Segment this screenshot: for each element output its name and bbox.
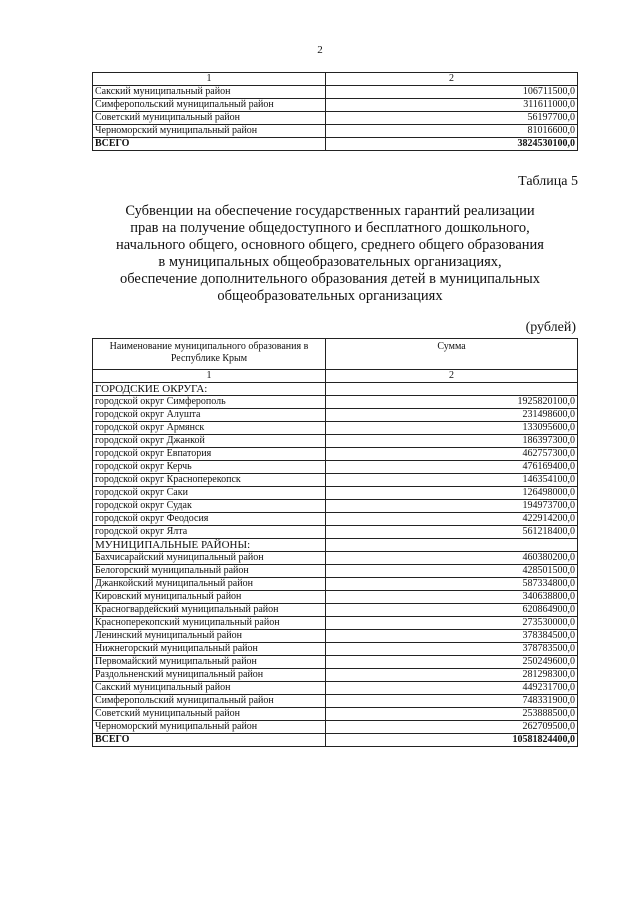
row-amount: 462757300,0	[326, 448, 578, 461]
table-row	[93, 565, 578, 578]
table-row	[93, 656, 578, 669]
row-amount: 186397300,0	[326, 435, 578, 448]
row-amount: 3824530100,0	[326, 138, 578, 151]
table-title	[80, 203, 580, 305]
row-amount: 146354100,0	[326, 474, 578, 487]
column-number: 2	[326, 370, 578, 383]
title-line: прав на получение общедоступного и бесплатного дошкольного,	[130, 220, 530, 236]
subventions-table	[92, 338, 578, 747]
table-row	[93, 112, 578, 125]
row-amount: 253888500,0	[326, 708, 578, 721]
row-amount: 1925820100,0	[326, 396, 578, 409]
row-amount: 273530000,0	[326, 617, 578, 630]
row-name: городской округ Феодосия	[93, 513, 326, 526]
title-line: общеобразовательных организациях	[217, 288, 443, 304]
table-row	[93, 643, 578, 656]
row-name: Сакский муниципальный район	[93, 86, 326, 99]
row-name: Бахчисарайский муниципальный район	[93, 552, 326, 565]
row-name: Советский муниципальный район	[93, 708, 326, 721]
row-name: Ленинский муниципальный район	[93, 630, 326, 643]
table-row	[93, 513, 578, 526]
row-name: Красноперекопский муниципальный район	[93, 617, 326, 630]
row-name: городской округ Джанкой	[93, 435, 326, 448]
row-name: городской округ Армянск	[93, 422, 326, 435]
section-label: МУНИЦИПАЛЬНЫЕ РАЙОНЫ:	[93, 539, 326, 552]
row-amount: 476169400,0	[326, 461, 578, 474]
column-number: 1	[93, 73, 326, 86]
section-empty-cell	[326, 383, 578, 396]
table-row	[93, 500, 578, 513]
row-name: городской округ Красноперекопск	[93, 474, 326, 487]
row-name: Советский муниципальный район	[93, 112, 326, 125]
table-row	[93, 125, 578, 138]
table-row	[93, 99, 578, 112]
row-amount: 620864900,0	[326, 604, 578, 617]
row-amount: 422914200,0	[326, 513, 578, 526]
table-row	[93, 435, 578, 448]
row-amount: 561218400,0	[326, 526, 578, 539]
row-name: Джанкойский муниципальный район	[93, 578, 326, 591]
row-name: Белогорский муниципальный район	[93, 565, 326, 578]
row-name: городской округ Ялта	[93, 526, 326, 539]
row-amount: 231498600,0	[326, 409, 578, 422]
row-amount: 106711500,0	[326, 86, 578, 99]
row-name: ВСЕГО	[93, 138, 326, 151]
row-name: Кировский муниципальный район	[93, 591, 326, 604]
row-amount: 81016600,0	[326, 125, 578, 138]
row-amount: 281298300,0	[326, 669, 578, 682]
row-name: Красногвардейский муниципальный район	[93, 604, 326, 617]
column-number-row	[93, 370, 578, 383]
row-name: городской округ Судак	[93, 500, 326, 513]
row-name: ВСЕГО	[93, 734, 326, 747]
header-name: Наименование муниципального образования в Республике Крым	[93, 339, 326, 370]
row-amount: 126498000,0	[326, 487, 578, 500]
table-row	[93, 552, 578, 565]
row-amount: 262709500,0	[326, 721, 578, 734]
title-line: обеспечение дополнительного образования детей в муниципальных	[119, 271, 541, 287]
row-amount: 133095600,0	[326, 422, 578, 435]
section-empty-cell	[326, 539, 578, 552]
currency-note: (рублей)	[525, 320, 576, 335]
table-row	[93, 409, 578, 422]
row-name: городской округ Симферополь	[93, 396, 326, 409]
row-amount: 428501500,0	[326, 565, 578, 578]
row-name: городской округ Алушта	[93, 409, 326, 422]
total-row	[93, 138, 578, 151]
page-number: 2	[317, 44, 323, 56]
row-name: Черноморский муниципальный район	[93, 125, 326, 138]
row-name: городской округ Саки	[93, 487, 326, 500]
row-name: Раздольненский муниципальный район	[93, 669, 326, 682]
row-name: Нижнегорский муниципальный район	[93, 643, 326, 656]
table-row	[93, 578, 578, 591]
column-number: 1	[93, 370, 326, 383]
row-name: Сакский муниципальный район	[93, 682, 326, 695]
row-amount: 378384500,0	[326, 630, 578, 643]
row-amount: 449231700,0	[326, 682, 578, 695]
table-row	[93, 448, 578, 461]
row-amount: 56197700,0	[326, 112, 578, 125]
table-row	[93, 617, 578, 630]
table-row	[93, 487, 578, 500]
row-amount: 460380200,0	[326, 552, 578, 565]
table-row	[93, 721, 578, 734]
title-line: Субвенции на обеспечение государственных гарантий реализации	[125, 203, 535, 219]
row-amount: 748331900,0	[326, 695, 578, 708]
column-number-row	[93, 73, 578, 86]
section-row	[93, 539, 578, 552]
table-row	[93, 708, 578, 721]
table-row	[93, 461, 578, 474]
table-row	[93, 604, 578, 617]
title-line: начального общего, основного общего, среднего общего образования	[116, 237, 544, 253]
row-name: Первомайский муниципальный район	[93, 656, 326, 669]
table-row	[93, 526, 578, 539]
table-row	[93, 422, 578, 435]
row-amount: 311611000,0	[326, 99, 578, 112]
row-name: Симферопольский муниципальный район	[93, 695, 326, 708]
table-row	[93, 396, 578, 409]
section-row	[93, 383, 578, 396]
section-label: ГОРОДСКИЕ ОКРУГА:	[93, 383, 326, 396]
table-header-row	[93, 339, 578, 370]
row-name: городской округ Керчь	[93, 461, 326, 474]
table-row	[93, 630, 578, 643]
row-amount: 378783500,0	[326, 643, 578, 656]
row-amount: 250249600,0	[326, 656, 578, 669]
table-row	[93, 682, 578, 695]
row-name: городской округ Евпатория	[93, 448, 326, 461]
title-line: в муниципальных общеобразовательных организациях,	[158, 254, 502, 270]
row-name: Черноморский муниципальный район	[93, 721, 326, 734]
total-row	[93, 734, 578, 747]
row-amount: 340638800,0	[326, 591, 578, 604]
header-sum: Сумма	[326, 339, 578, 370]
table-row	[93, 669, 578, 682]
row-amount: 194973700,0	[326, 500, 578, 513]
row-name: Симферопольский муниципальный район	[93, 99, 326, 112]
table-row	[93, 474, 578, 487]
table-row	[93, 591, 578, 604]
previous-table-continuation	[92, 72, 578, 151]
table-label: Таблица 5	[518, 174, 578, 189]
table-row	[93, 695, 578, 708]
row-amount: 587334800,0	[326, 578, 578, 591]
table-row	[93, 86, 578, 99]
column-number: 2	[326, 73, 578, 86]
row-amount: 10581824400,0	[326, 734, 578, 747]
